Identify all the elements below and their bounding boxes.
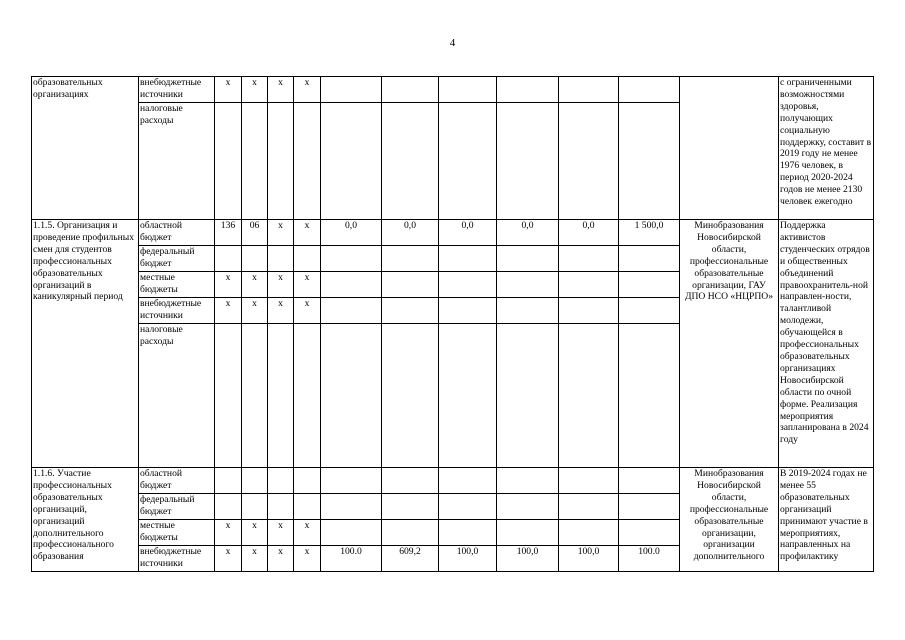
budget-code-cell	[294, 468, 321, 494]
year-amount-cell	[321, 468, 382, 494]
funding-source-cell: местные бюджеты	[139, 272, 215, 298]
budget-code-cell: x	[268, 272, 294, 298]
year-amount-cell	[497, 298, 559, 324]
funding-source-cell: внебюджетные источники	[139, 77, 215, 103]
executor-cell: Минобразования Новосибирской области, профессиональные образовательные организации, ГАУ ДПО НСО «НЦРПО»	[680, 220, 779, 468]
budget-code-cell	[215, 468, 242, 494]
budget-code-cell	[242, 494, 268, 520]
year-amount-cell	[382, 103, 439, 220]
budget-code-cell	[215, 324, 242, 468]
year-amount-cell	[321, 324, 382, 468]
year-amount-cell	[382, 468, 439, 494]
budget-code-cell	[268, 324, 294, 468]
year-amount-cell	[321, 77, 382, 103]
year-amount-cell	[559, 103, 619, 220]
budget-code-cell: x	[268, 546, 294, 572]
budget-code-cell: 136	[215, 220, 242, 246]
executor-cell: Минобразования Новосибирской области, профессиональные образовательные организации, организации дополнительного	[680, 468, 779, 572]
budget-code-cell: x	[215, 298, 242, 324]
expected-result-cell: Поддержка активистов студенческих отрядов и общественных объединений правоохранитель-ной направлен-ности, талантливой молодежи, обучающейся в профессиональных образовательных организациях Новосибирской области по очной форме. Реализация мероприятия запланирована в 2024 году	[779, 220, 874, 468]
year-amount-cell: 0,0	[559, 220, 619, 246]
funding-source-cell: внебюджетные источники	[139, 298, 215, 324]
funding-source-cell: областной бюджет	[139, 220, 215, 246]
budget-code-cell	[294, 494, 321, 520]
funding-source-cell: федеральный бюджет	[139, 494, 215, 520]
expected-result-cell: с ограниченными возможностями здоровья, получающих социальную поддержку, составит в 2019 году не менее 1976 человек, в период 2020-2024 годов не менее 2130 человек ежегодно	[779, 77, 874, 220]
year-amount-cell: 100,0	[497, 546, 559, 572]
year-amount-cell	[619, 468, 680, 494]
budget-code-cell: x	[294, 272, 321, 298]
expected-result-cell: В 2019-2024 годах не менее 55 образовательных организаций принимают участие в мероприятиях, направленных на профилактику	[779, 468, 874, 572]
year-amount-cell	[439, 324, 497, 468]
year-amount-cell	[439, 77, 497, 103]
budget-code-cell	[215, 246, 242, 272]
budget-code-cell	[215, 494, 242, 520]
measure-name-cell: 1.1.6. Участие профессиональных образовательных организаций, организаций дополнительного профессионального образования	[32, 468, 139, 572]
budget-code-cell: x	[215, 272, 242, 298]
year-amount-cell: 0,0	[439, 220, 497, 246]
year-amount-cell: 1 500,0	[619, 220, 680, 246]
year-amount-cell: 0,0	[382, 220, 439, 246]
budget-code-cell	[242, 324, 268, 468]
funding-source-cell: внебюджетные источники	[139, 546, 215, 572]
year-amount-cell	[559, 468, 619, 494]
year-amount-cell	[559, 520, 619, 546]
budget-code-cell	[268, 494, 294, 520]
year-amount-cell	[559, 246, 619, 272]
year-amount-cell	[321, 298, 382, 324]
funding-source-cell: налоговые расходы	[139, 103, 215, 220]
table-row	[32, 220, 874, 246]
budget-code-cell: x	[268, 298, 294, 324]
year-amount-cell: 0,0	[321, 220, 382, 246]
year-amount-cell	[619, 520, 680, 546]
budget-code-cell: x	[242, 520, 268, 546]
year-amount-cell	[497, 468, 559, 494]
year-amount-cell	[382, 77, 439, 103]
funding-source-cell: областной бюджет	[139, 468, 215, 494]
year-amount-cell	[321, 494, 382, 520]
budget-code-cell: x	[242, 272, 268, 298]
year-amount-cell	[439, 246, 497, 272]
year-amount-cell	[559, 298, 619, 324]
funding-source-cell: федеральный бюджет	[139, 246, 215, 272]
table-row	[32, 468, 874, 494]
year-amount-cell: 0,0	[497, 220, 559, 246]
year-amount-cell	[382, 298, 439, 324]
budget-code-cell: x	[294, 546, 321, 572]
budget-code-cell	[268, 468, 294, 494]
budget-code-cell: x	[242, 298, 268, 324]
year-amount-cell	[382, 520, 439, 546]
year-amount-cell	[321, 272, 382, 298]
budget-code-cell	[294, 103, 321, 220]
budget-code-cell: x	[294, 520, 321, 546]
table-row	[32, 77, 874, 103]
measure-name-cell: образовательных организациях	[32, 77, 139, 220]
budget-code-cell	[242, 103, 268, 220]
year-amount-cell	[321, 520, 382, 546]
year-amount-cell	[619, 246, 680, 272]
year-amount-cell	[439, 298, 497, 324]
year-amount-cell	[382, 272, 439, 298]
measure-name-cell: 1.1.5. Организация и проведение профильных смен для студентов профессиональных образовательных организаций в каникулярный период	[32, 220, 139, 468]
year-amount-cell	[382, 324, 439, 468]
year-amount-cell	[619, 77, 680, 103]
year-amount-cell	[439, 103, 497, 220]
year-amount-cell	[497, 324, 559, 468]
budget-code-cell: x	[268, 520, 294, 546]
year-amount-cell	[497, 272, 559, 298]
year-amount-cell	[382, 494, 439, 520]
budget-code-cell	[268, 246, 294, 272]
year-amount-cell	[619, 103, 680, 220]
year-amount-cell	[497, 520, 559, 546]
budget-code-cell	[242, 246, 268, 272]
budget-code-cell	[294, 324, 321, 468]
budget-code-cell: x	[294, 77, 321, 103]
budget-code-cell: x	[268, 220, 294, 246]
year-amount-cell: 100,0	[559, 546, 619, 572]
year-amount-cell	[559, 494, 619, 520]
budget-code-cell: 06	[242, 220, 268, 246]
year-amount-cell	[321, 246, 382, 272]
budget-code-cell: x	[215, 77, 242, 103]
year-amount-cell	[497, 77, 559, 103]
year-amount-cell	[497, 246, 559, 272]
year-amount-cell	[382, 246, 439, 272]
year-amount-cell	[439, 520, 497, 546]
budget-code-cell	[215, 103, 242, 220]
year-amount-cell	[559, 272, 619, 298]
year-amount-cell	[497, 103, 559, 220]
funding-source-cell: местные бюджеты	[139, 520, 215, 546]
budget-code-cell: x	[294, 298, 321, 324]
year-amount-cell	[497, 494, 559, 520]
year-amount-cell	[439, 494, 497, 520]
budget-code-cell	[294, 246, 321, 272]
year-amount-cell: 609,2	[382, 546, 439, 572]
year-amount-cell	[559, 324, 619, 468]
budget-code-cell: x	[215, 520, 242, 546]
budget-code-cell: x	[215, 546, 242, 572]
budget-code-cell: x	[268, 77, 294, 103]
funding-source-cell: налоговые расходы	[139, 324, 215, 468]
year-amount-cell	[439, 468, 497, 494]
budget-code-cell: x	[242, 77, 268, 103]
budget-code-cell: x	[242, 546, 268, 572]
executor-cell	[680, 77, 779, 220]
program-measures-table	[31, 76, 874, 572]
year-amount-cell	[619, 272, 680, 298]
year-amount-cell	[321, 103, 382, 220]
year-amount-cell	[619, 298, 680, 324]
year-amount-cell	[619, 494, 680, 520]
year-amount-cell: 100.0	[619, 546, 680, 572]
year-amount-cell	[559, 77, 619, 103]
page-number: 4	[449, 37, 456, 49]
budget-code-cell	[268, 103, 294, 220]
year-amount-cell	[439, 272, 497, 298]
year-amount-cell: 100.0	[321, 546, 382, 572]
budget-code-cell	[242, 468, 268, 494]
year-amount-cell: 100,0	[439, 546, 497, 572]
year-amount-cell	[619, 324, 680, 468]
budget-code-cell: x	[294, 220, 321, 246]
